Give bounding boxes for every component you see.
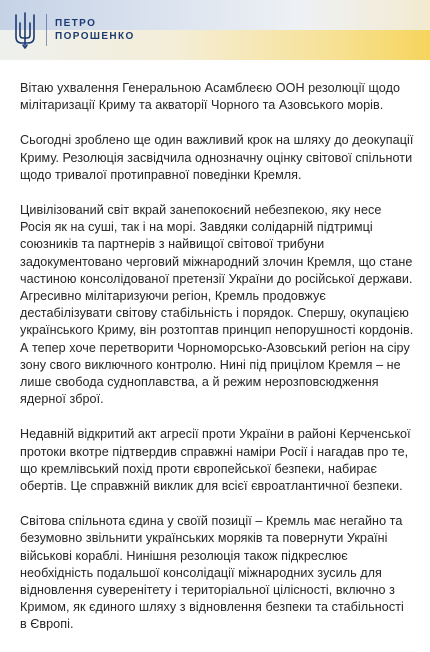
paragraph: Вітаю ухвалення Генеральною Асамблеєю ООН резолюції щодо мілітаризації Криму та акваторії Чорного та Азовського морів.	[20, 81, 401, 113]
logo-divider	[46, 14, 47, 46]
paragraph: Недавній відкритий акт агресії проти України в районі Керченської протоки вкотре підтвердив справжні наміри Росії і нагадав про те, що кремлівський похід проти європейської безпеки, набирає обертів. Це справжній виклик для всієї євроатлантичної безпеки.	[20, 427, 411, 494]
logo-first-name: ПЕТРО	[55, 18, 97, 29]
trident-icon	[14, 11, 36, 49]
paragraph: Сьогодні зроблено ще один важливий крок на шляху до деокупації Криму. Резолюція засвідчила однозначну оцінку світової спільноти щодо тривалої протиправної поведінки Кремля.	[20, 133, 414, 182]
header-banner	[0, 0, 430, 60]
paragraph: Світова спільнота єдина у своїй позиції – Кремль має негайно та безумовно звільнити українських моряків та повернути Україні військові кораблі. Нинішня резолюція також підкреслює необхідність подальшої консолідації міжнародних зусиль для відновлення суверенітету і територіальної цілісності, включно з Кримом, як єдиного шляху з відновлення безпеки та стабільності в Європі.	[20, 514, 404, 632]
logo-text	[55, 17, 135, 43]
logo-last-name: ПОРОШЕНКО	[55, 31, 135, 42]
statement-body	[20, 80, 414, 652]
logo	[14, 10, 135, 50]
paragraph: Цивілізований світ вкрай занепокоєний небезпекою, яку несе Росія як на суші, так і на морі. Завдяки солідарній підтримці союзників та партнерів з найвищої світової трибуни задокументовано черговий міжнародний злочин Кремля, що стане частиною консолідованої претензії України до російської держави. Агресивно мілітаризуючи регіон, Кремль продовжує дестабілізувати світову стабільність і порядок. Спершу, окупацією українського Криму, він розтоптав принцип непорушності кордонів. А тепер хоче перетворити Чорноморсько-Азовський регіон на сіру зону свого виключного контролю. Нині під прицілом Кремля – не лише свобода судноплавства, а й режим нерозповсюдження ядерної зброї.	[20, 203, 414, 407]
